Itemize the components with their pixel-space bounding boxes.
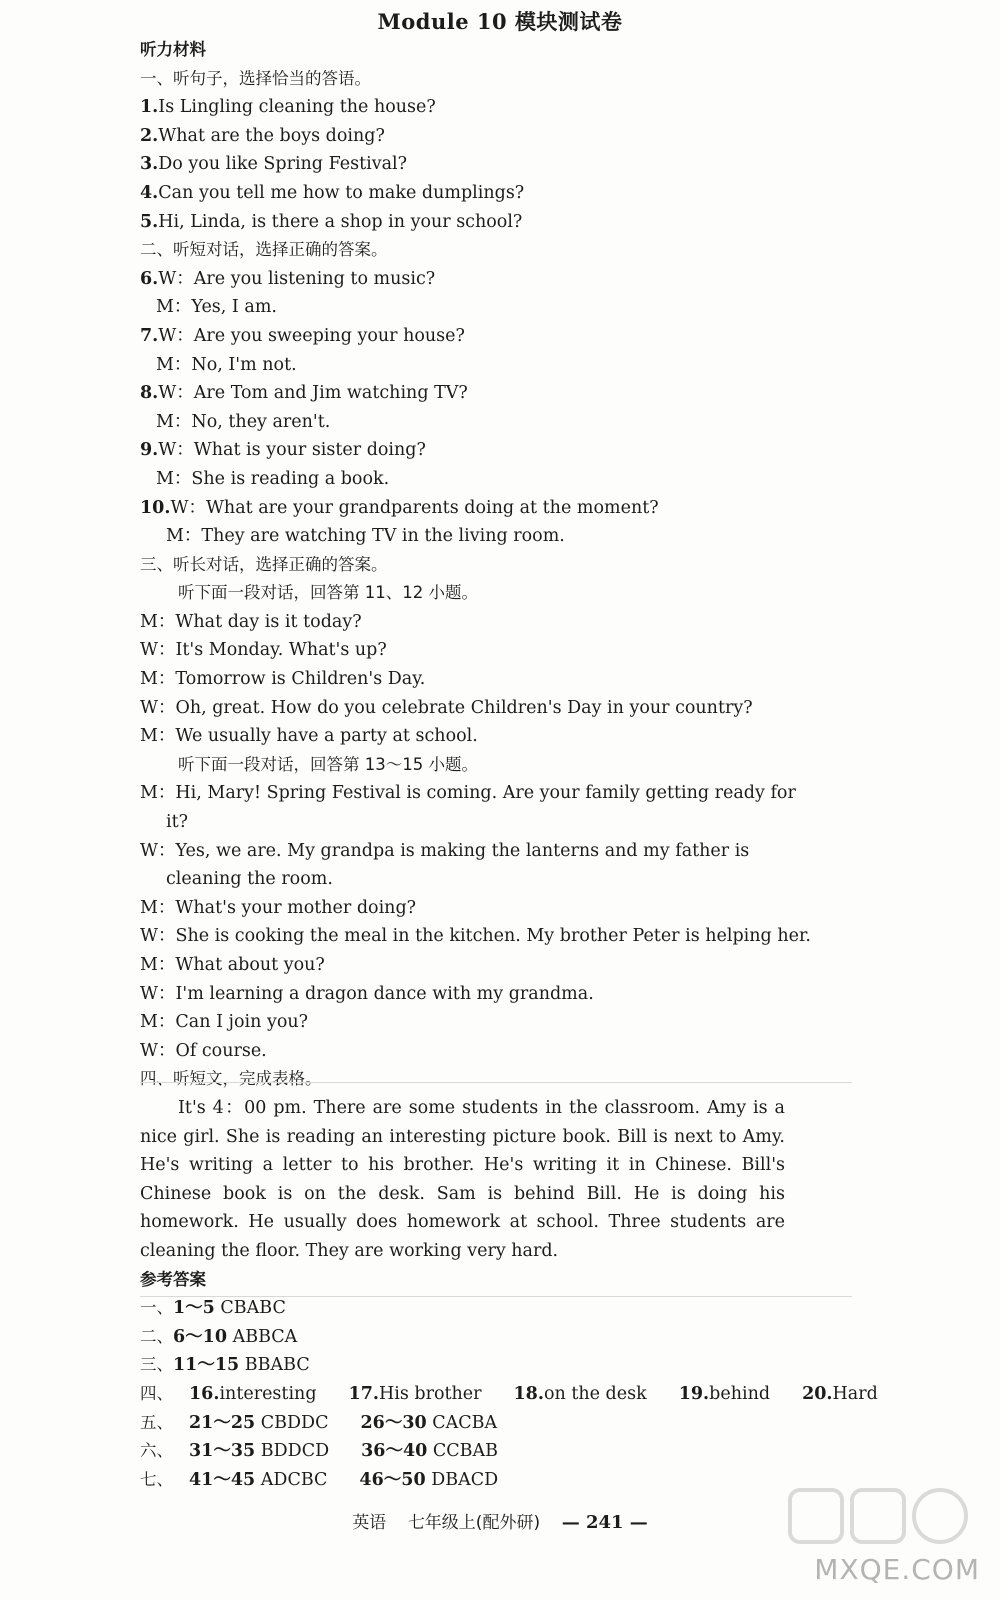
dialog-2-line: W：Yes, we are. My grandpa is making the lanterns and my father is [140, 840, 750, 861]
question-1 [140, 93, 785, 122]
answer-row-7 [140, 1466, 785, 1495]
dialog-2-line: W：Of course. [140, 1040, 267, 1061]
answer-value: on the desk [543, 1383, 647, 1404]
dialog-1-line: M：What day is it today? [140, 611, 362, 632]
answer-value: behind [709, 1383, 771, 1404]
page-title: Module 10 模块测试卷 [377, 9, 623, 34]
question-9-w [140, 436, 785, 465]
question-8-m: M：No, they aren't. [156, 411, 331, 432]
dialog-2-note: 听下面一段对话，回答第 13～15 小题。 [178, 754, 478, 774]
answer-range: 1～5 [173, 1298, 215, 1319]
section-2-heading: 二、听短对话，选择正确的答案。 [140, 240, 388, 260]
question-2 [140, 122, 785, 151]
page-number: — 241 — [561, 1512, 648, 1533]
section-4-heading: 四、听短文，完成表格。 [140, 1069, 322, 1089]
question-5 [140, 208, 785, 237]
answer-value: Hard [832, 1383, 878, 1404]
answer-prefix: 二、 [140, 1326, 173, 1346]
answer-item [359, 1466, 514, 1495]
answer-values: CBABC [214, 1298, 286, 1319]
answer-item [361, 1437, 514, 1466]
answer-number: 19. [678, 1383, 710, 1404]
dialog-2-line: cleaning the room. [166, 869, 333, 890]
dialog-2-line: M：Hi, Mary! Spring Festival is coming. Are your family getting ready for [140, 783, 796, 804]
answer-range: 11～15 [173, 1355, 240, 1376]
answer-item [360, 1409, 513, 1438]
passage-text: It's 4：00 pm. There are some students in the classroom. Amy is a nice girl. She is reading an interesting picture book. Bill is next to Amy. He's writing a letter to his brother. He's writing it in Chinese. Bill's Chinese book is on the desk. Sam is behind Bill. He is doing his homework. He usually does homework at school. Three students are cleaning the floor. They are working very hard. [140, 1097, 785, 1261]
content-body [140, 36, 878, 1494]
speaker-line: W：What are your grandparents doing at the moment? [170, 497, 659, 518]
answer-values: BBABC [239, 1355, 310, 1376]
question-text: Is Lingling cleaning the house? [158, 97, 436, 118]
answer-range: 36～40 [361, 1441, 428, 1462]
question-7-m: M：No, I'm not. [156, 354, 297, 375]
answer-item [679, 1380, 786, 1409]
answer-value: His brother [378, 1383, 482, 1404]
question-9-m: M：She is reading a book. [156, 468, 390, 489]
question-number: 10. [140, 497, 171, 518]
dialog-1-line: M：Tomorrow is Children's Day. [140, 669, 426, 690]
dialog-1-line: M：We usually have a party at school. [140, 726, 478, 747]
question-10-w [140, 494, 785, 523]
answer-prefix: 三、 [140, 1355, 173, 1375]
speaker-line: W：What is your sister doing? [158, 440, 426, 461]
answer-prefix: 七、 [140, 1469, 173, 1489]
question-4 [140, 179, 785, 208]
question-number: 9. [140, 440, 159, 461]
answer-item [140, 1380, 333, 1409]
speaker-line: W：Are you listening to music? [158, 268, 436, 289]
section-1-heading: 一、听句子，选择恰当的答语。 [140, 68, 371, 88]
answer-row-4 [140, 1380, 878, 1409]
answer-prefix: 六、 [140, 1441, 173, 1461]
section-3-heading: 三、听长对话，选择正确的答案。 [140, 554, 388, 574]
answer-number: 16. [189, 1383, 220, 1404]
answer-row-1 [140, 1294, 785, 1323]
answer-row-3 [140, 1351, 785, 1380]
answer-range: 41～45 [189, 1469, 256, 1490]
question-text: Hi, Linda, is there a shop in your school? [158, 211, 523, 232]
answer-prefix: 四、 [140, 1383, 173, 1403]
answer-range: 21～25 [189, 1412, 256, 1433]
answers-divider [140, 1296, 852, 1297]
answer-values: DBACD [425, 1469, 499, 1490]
question-number: 5. [140, 211, 159, 232]
dialog-2-line: it? [166, 812, 189, 833]
dialog-2-line: W：I'm learning a dragon dance with my grandma. [140, 983, 594, 1004]
question-number: 8. [140, 383, 159, 404]
question-6-m: M：Yes, I am. [156, 297, 277, 318]
question-10-m: M：They are watching TV in the living room. [166, 526, 565, 547]
dialog-1-line: W：It's Monday. What's up? [140, 640, 387, 661]
question-text: Can you tell me how to make dumplings? [158, 182, 525, 203]
answer-range: 6～10 [173, 1326, 228, 1347]
answer-range: 46～50 [359, 1469, 426, 1490]
dialog-1-line: W：Oh, great. How do you celebrate Children's Day in your country? [140, 697, 753, 718]
listening-heading: 听力材料 [140, 40, 206, 59]
answer-value: interesting [219, 1383, 317, 1404]
question-3 [140, 150, 785, 179]
speaker-line: W：Are Tom and Jim watching TV? [158, 383, 468, 404]
question-number: 3. [140, 154, 159, 175]
answer-number: 18. [513, 1383, 544, 1404]
question-8-w [140, 379, 785, 408]
answer-values: CACBA [426, 1412, 498, 1433]
answer-item [140, 1466, 343, 1495]
answer-row-6 [140, 1437, 785, 1466]
answer-range: 26～30 [360, 1412, 427, 1433]
answer-values: CCBAB [427, 1441, 499, 1462]
answer-number: 20. [802, 1383, 833, 1404]
answer-number: 17. [348, 1383, 379, 1404]
answer-item [514, 1380, 663, 1409]
question-number: 4. [140, 182, 159, 203]
question-text: What are the boys doing? [158, 125, 385, 146]
question-number: 1. [140, 97, 159, 118]
answer-item [140, 1409, 344, 1438]
watermark-text: MXQE.COM [814, 1553, 980, 1586]
question-6-w [140, 265, 785, 294]
answer-prefix: 五、 [140, 1412, 173, 1432]
answer-row-5 [140, 1409, 785, 1438]
answer-prefix: 一、 [140, 1298, 173, 1318]
answer-values: CBDDC [255, 1412, 329, 1433]
answer-item [349, 1380, 498, 1409]
section-divider [140, 1082, 852, 1083]
question-7-w [140, 322, 785, 351]
dialog-2-line: W：She is cooking the meal in the kitchen. My brother Peter is helping her. [140, 926, 811, 947]
dialog-2-line: M：What's your mother doing? [140, 897, 417, 918]
answer-values: BDDCD [255, 1441, 330, 1462]
answer-item [140, 1437, 345, 1466]
dialog-2-line: M：Can I join you? [140, 1012, 309, 1033]
question-number: 6. [140, 268, 159, 289]
question-number: 2. [140, 125, 159, 146]
answer-range: 31～35 [189, 1441, 256, 1462]
footer-subject: 英语 [352, 1513, 387, 1533]
dialog-2-line: M：What about you? [140, 955, 325, 975]
answer-values: ADCBC [255, 1469, 328, 1490]
answer-values: ABBCA [227, 1326, 298, 1347]
answer-row-2 [140, 1323, 785, 1352]
question-text: Do you like Spring Festival? [158, 154, 408, 175]
answers-heading: 参考答案 [140, 1269, 206, 1289]
footer-grade: 七年级上(配外研) [407, 1513, 541, 1533]
question-number: 7. [140, 325, 159, 346]
speaker-line: W：Are you sweeping your house? [158, 325, 465, 346]
answer-item [802, 1380, 894, 1409]
dialog-1-note: 听下面一段对话，回答第 11、12 小题。 [178, 583, 478, 603]
